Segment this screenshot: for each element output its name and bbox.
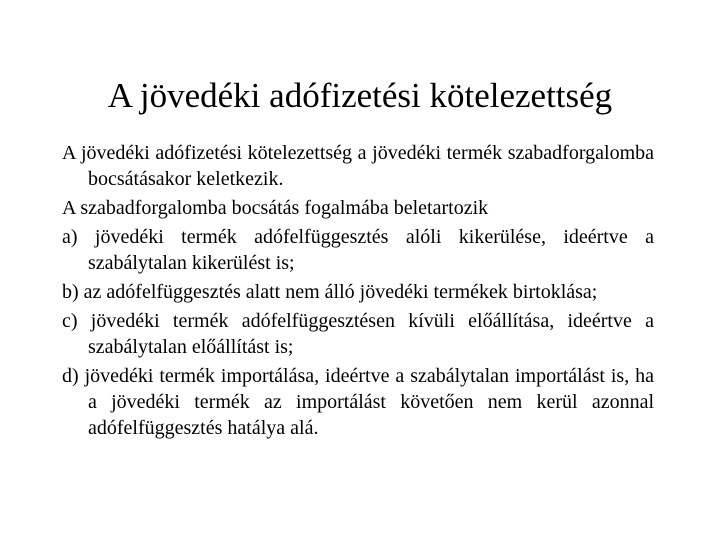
slide-title: A jövedéki adófizetési kötelezettség [107, 76, 613, 115]
list-item-b: b) az adófelfüggesztés alatt nem álló jövedéki termékek birtoklása; [62, 281, 598, 303]
paragraph-scope-intro: A szabadforgalomba bocsátás fogalmába beletartozik [62, 197, 489, 219]
list-item-c: c) jövedéki termék adófelfüggesztésen kívüli előállítása, ideértve a szabálytalan előállítást is; [62, 310, 654, 358]
list-item-d: d) jövedéki termék importálása, ideértve a szabálytalan importálást is, ha a jövedéki termék az importálást követően nem kerül azonnal adófelfüggesztés hatálya alá. [62, 365, 654, 439]
list-item-a: a) jövedéki termék adófelfüggesztés alóli kikerülése, ideértve a szabálytalan kikerülést is; [62, 226, 654, 274]
paragraph-definition: A jövedéki adófizetési kötelezettség a jövedéki termék szabadforgalomba bocsátásakor keletkezik. [62, 142, 654, 190]
slide-body [62, 140, 654, 444]
